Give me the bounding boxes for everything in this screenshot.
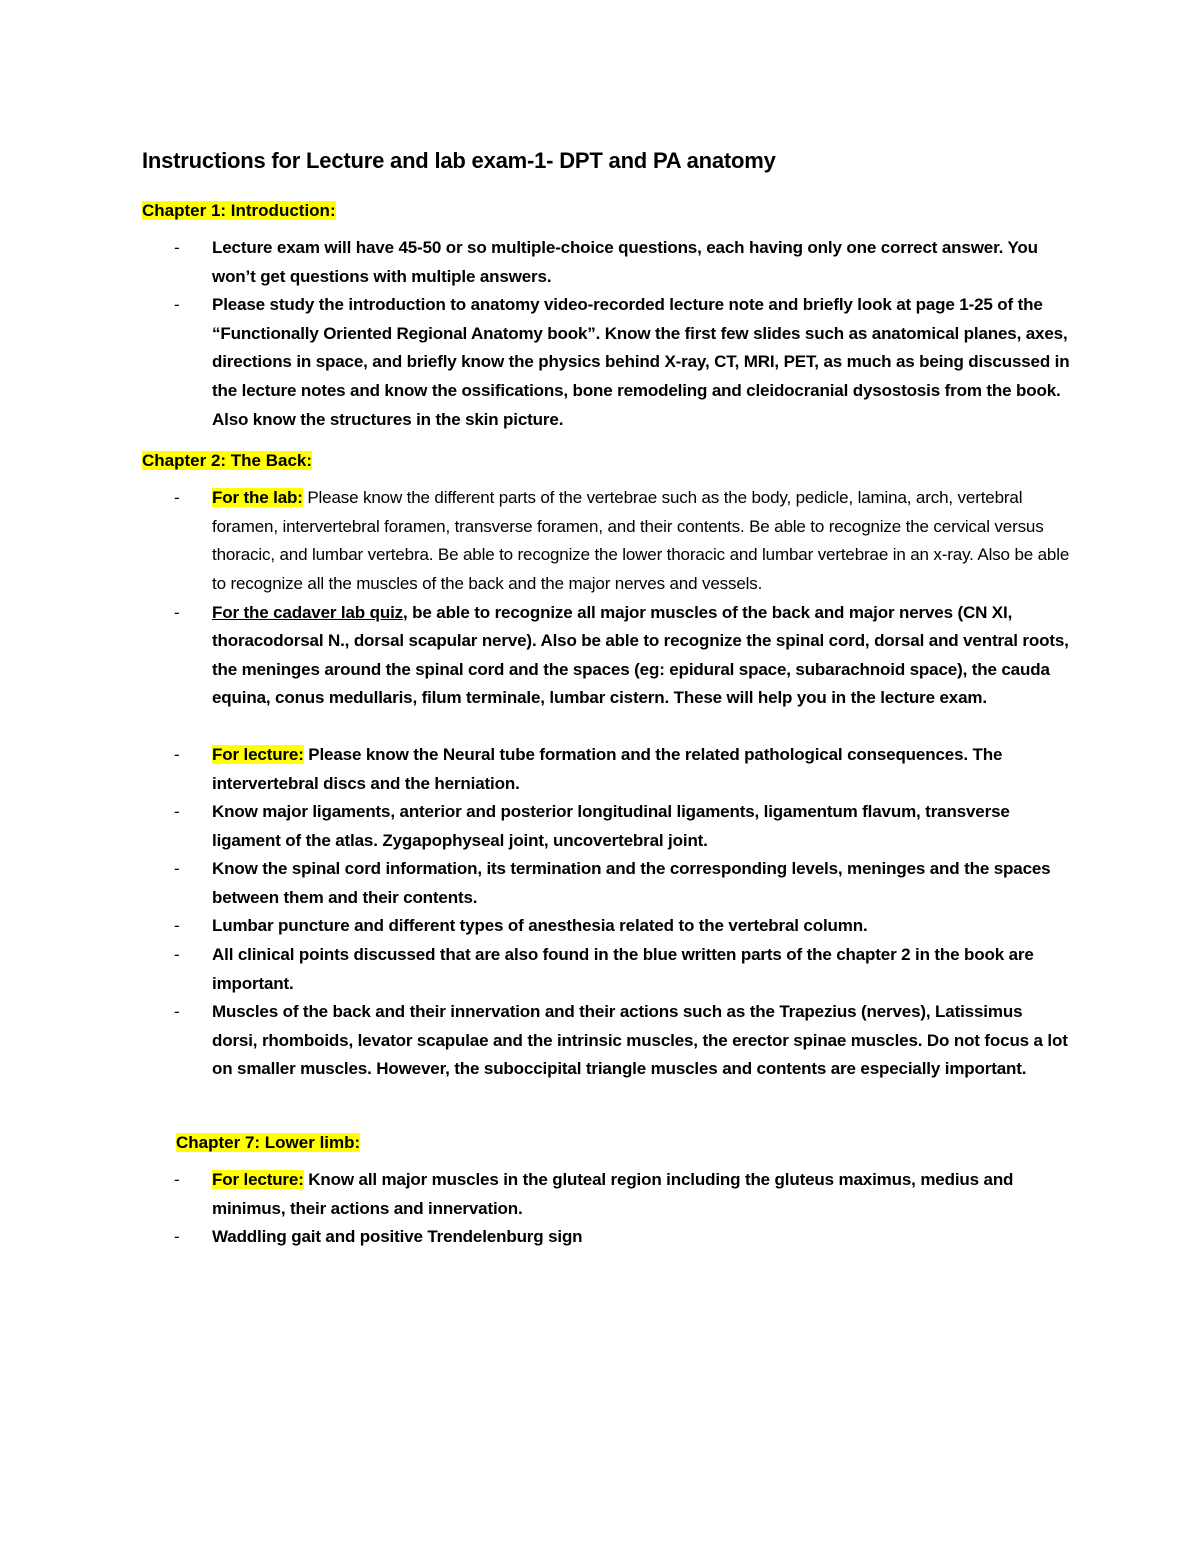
list-item-text: All clinical points discussed that are also found in the blue written parts of the chapter 2 in the book are important. <box>212 945 1034 993</box>
list-item <box>142 484 1072 598</box>
dash-bullet: - <box>174 602 180 622</box>
chapter-2-heading-text: Chapter 2: The Back: <box>142 451 313 471</box>
cadaver-lab-quiz-label: For the cadaver lab quiz, <box>212 602 408 622</box>
list-item-text: Please study the introduction to anatomy video-recorded lecture note and briefly look at page 1-25 of the “Functionally Oriented Regional Anatomy book”. Know the first few slides such as anatomical planes, axes, directions in space, and briefly know the physics behind X-ray, CT, MRI, PET, as much as being discussed in the lecture notes and know the ossifications, bone remodeling and cleidocranial dysostosis from the book. Also know the structures in the skin picture. <box>212 295 1070 429</box>
dash-bullet: - <box>174 744 180 764</box>
dash-bullet: - <box>174 1170 180 1190</box>
chapter-7-heading-text: Chapter 7: Lower limb: <box>176 1133 361 1153</box>
list-item <box>142 234 1072 291</box>
document-page <box>142 146 1072 1266</box>
list-item-text: Please know the different parts of the vertebrae such as the body, pedicle, lamina, arch, vertebral foramen, intervertebral foramen, transverse foramen, and their contents. Be able to recognize the cervical versus thoracic, and lumbar vertebra. Be able to recognize the lower thoracic and lumbar vertebrae in an x-ray. Also be able to recognize all the muscles of the back and the major nerves and vessels. <box>212 488 1070 593</box>
list-item <box>142 741 1072 798</box>
list-item-text: Please know the Neural tube formation and the related pathological consequences. The intervertebral discs and the herniation. <box>212 744 1003 793</box>
list-item-text: Waddling gait and positive Trendelenburg sign <box>212 1227 583 1247</box>
list-item-text: Know major ligaments, anterior and posterior longitudinal ligaments, ligamentum flavum, transverse ligament of the atlas. Zygapophyseal joint, uncovertebral joint. <box>212 802 1010 850</box>
dash-bullet: - <box>174 238 180 257</box>
list-item <box>142 291 1072 434</box>
dash-bullet: - <box>174 1227 180 1247</box>
list-item-text: Know all major muscles in the gluteal region including the gluteus maximus, medius and minimus, their actions and innervation. <box>212 1170 1014 1218</box>
dash-bullet: - <box>174 859 180 879</box>
list-item <box>142 1166 1072 1223</box>
chapter-7-list <box>142 1166 1072 1252</box>
list-item-text: Muscles of the back and their innervation and their actions such as the Trapezius (nerves), Latissimus dorsi, rhomboids, levator scapulae and the intrinsic muscles, the erector spinae muscles. Do not focus a lot on smaller muscles. However, the suboccipital triangle muscles and contents are especially important. <box>212 1002 1068 1079</box>
for-lecture-label: For lecture: <box>212 1170 304 1190</box>
chapter-1-list <box>142 234 1072 434</box>
list-item <box>142 798 1072 855</box>
list-item-text: Know the spinal cord information, its termination and the corresponding levels, meninges and the spaces between them and their contents. <box>212 859 1051 907</box>
chapter-2-heading <box>142 448 1072 474</box>
dash-bullet: - <box>174 1002 180 1022</box>
chapter-1-heading <box>142 198 1072 224</box>
dash-bullet: - <box>174 916 180 936</box>
dash-bullet: - <box>174 802 180 822</box>
list-item-text: be able to recognize all major muscles of the back and major nerves (CN XI, thoracodorsal N., dorsal scapular nerve). Also be able to recognize the spinal cord, dorsal and ventral roots, the meninges around the spinal cord and the spaces (eg: epidural space, subarachnoid space), the cauda equina, conus medullaris, filum terminale, lumbar cistern. These will help you in the lecture exam. <box>212 602 1069 708</box>
list-item <box>142 998 1072 1084</box>
dash-bullet: - <box>174 945 180 965</box>
document-title: Instructions for Lecture and lab exam-1- DPT and PA anatomy <box>142 148 776 173</box>
for-the-lab-label: For the lab: <box>212 488 303 508</box>
list-item <box>142 599 1072 713</box>
chapter-1-heading-text: Chapter 1: Introduction: <box>142 201 336 220</box>
list-item <box>142 912 1072 941</box>
chapter-7-heading <box>176 1130 1072 1156</box>
list-item-text: Lecture exam will have 45-50 or so multiple-choice questions, each having only one correct answer. You won’t get questions with multiple answers. <box>212 238 1038 286</box>
list-item-text: Lumbar puncture and different types of anesthesia related to the vertebral column. <box>212 916 868 936</box>
dash-bullet: - <box>174 295 180 315</box>
list-item <box>142 1223 1072 1252</box>
chapter-2-list <box>142 484 1072 1084</box>
dash-bullet: - <box>174 488 180 508</box>
for-lecture-label: For lecture: <box>212 744 304 764</box>
list-item <box>142 855 1072 912</box>
list-item <box>142 941 1072 998</box>
